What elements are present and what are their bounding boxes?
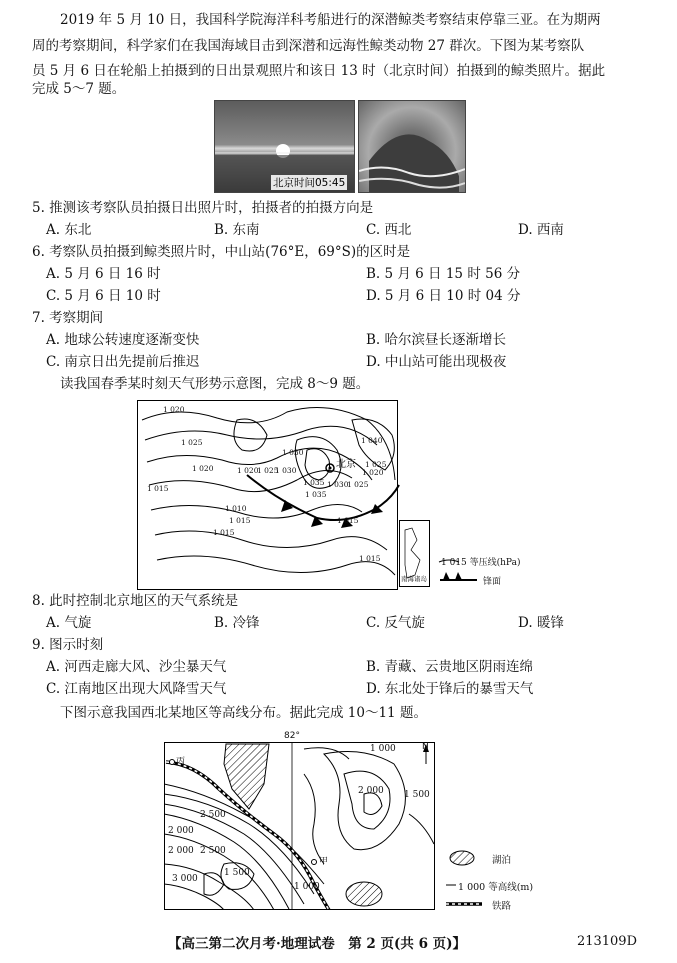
legend-railway: 铁路 — [492, 901, 512, 912]
contour-label-1: 2 000 — [358, 786, 384, 796]
q8-option-c: C. 反气旋 — [366, 615, 425, 631]
page-footer: 【高三第二次月考·地理试卷 第 2 页(共 6 页)】 — [168, 936, 467, 952]
q8-option-d: D. 暖锋 — [518, 615, 564, 631]
exam-code: 213109D — [576, 934, 637, 949]
intro-10-11: 下图示意我国西北某地区等高线分布。据此完成 10～11 题。 — [60, 705, 427, 721]
contour-label-9: 1 000 — [294, 882, 320, 892]
isobar-label-11: 1 025 — [347, 480, 369, 489]
q7-option-c: C. 南京日出先提前后推迟 — [46, 354, 200, 370]
whale-photo — [358, 100, 466, 193]
legend-isobar: 1 015 等压线(hPa) — [441, 558, 521, 568]
isobar-label-2: 1 030 — [282, 448, 304, 457]
q5-stem: 5. 推测该考察队员拍摄日出照片时，拍摄者的拍摄方向是 — [32, 200, 374, 216]
isobar-label-18: 1 015 — [337, 516, 359, 525]
contour-label-8: 1 500 — [224, 868, 250, 878]
q9-option-d: D. 东北处于锋后的暴雪天气 — [366, 681, 534, 697]
isobar-label-1: 1 025 — [181, 438, 203, 447]
intro-line-4: 完成 5～7 题。 — [32, 81, 126, 97]
q5-option-a: A. 东北 — [46, 222, 92, 238]
q7-stem: 7. 考察期间 — [32, 310, 104, 326]
label-jia: 甲 — [319, 857, 329, 867]
isobar-label-5: 1 025 — [365, 460, 387, 469]
isobar-label-13: 1 020 — [192, 464, 214, 473]
contour-label-3: 2 500 — [200, 810, 226, 820]
q8-option-b: B. 冷锋 — [214, 615, 260, 631]
contour-label-6: 2 500 — [200, 846, 226, 856]
q9-stem: 9. 图示时刻 — [32, 637, 104, 653]
q8-stem: 8. 此时控制北京地区的天气系统是 — [32, 593, 239, 609]
q6-option-b: B. 5 月 6 日 15 时 56 分 — [366, 266, 521, 282]
meridian-label: 82° — [284, 731, 300, 741]
isobar-label-7: 1 025 — [257, 466, 279, 475]
label-bing: 丙 — [176, 757, 186, 767]
isobar-label-10: 1 030 — [327, 480, 349, 489]
q5-option-b: B. 东南 — [214, 222, 260, 238]
isobar-label-9: 1 035 — [305, 490, 327, 499]
q9-option-b: B. 青藏、云贵地区阴雨连绵 — [366, 659, 534, 675]
legend-contour: 1 000 等高线(m) — [458, 882, 534, 893]
intro-8-9: 读我国春季某时刻天气形势示意图，完成 8～9 题。 — [60, 376, 370, 392]
isobar-label-8: 1 030 — [275, 466, 297, 475]
isobar-label-17: 1 015 — [213, 528, 235, 537]
isobar-label-16: 1 015 — [229, 516, 251, 525]
isobar-label-19: 1 015 — [359, 554, 381, 563]
q6-option-d: D. 5 月 6 日 10 时 04 分 — [366, 288, 521, 304]
isobar-label-3: 1 035 — [303, 478, 325, 487]
inset-label: 南海诸岛 — [401, 575, 427, 583]
contour-label-5: 2 000 — [168, 846, 194, 856]
q5-option-d: D. 西南 — [518, 222, 564, 238]
legend-front: 锋面 — [483, 577, 502, 587]
isobar-label-14: 1 015 — [147, 484, 169, 493]
q5-option-c: C. 西北 — [366, 222, 412, 238]
legend-lake: 湖泊 — [492, 855, 512, 866]
north-label: N — [422, 742, 429, 752]
q7-option-b: B. 哈尔滨昼长逐渐增长 — [366, 332, 507, 348]
contour-label-0: 1 000 — [370, 744, 396, 754]
contour-map — [164, 731, 554, 912]
isobar-label-12: 1 020 — [362, 468, 384, 477]
contour-label-4: 2 000 — [168, 826, 194, 836]
sunrise-photo — [214, 100, 355, 193]
q9-option-a: A. 河西走廊大风、沙尘暴天气 — [46, 659, 227, 675]
q9-option-c: C. 江南地区出现大风降雪天气 — [46, 681, 227, 697]
isobar-label-4: 1 040 — [361, 436, 383, 445]
q6-option-a: A. 5 月 6 日 16 时 — [46, 266, 161, 282]
beijing-label: 北京 — [336, 459, 356, 470]
intro-line-2: 周的考察期间，科学家们在我国海域目击到深潜和远海性鲸类动物 27 群次。下图为某考察队 — [32, 38, 585, 54]
q8-option-a: A. 气旋 — [46, 615, 92, 631]
q7-option-a: A. 地球公转速度逐渐变快 — [46, 332, 200, 348]
intro-line-3: 员 5 月 6 日在轮船上拍摄到的日出景观照片和该日 13 时（北京时间）拍摄到的鲸类照片。据此 — [32, 63, 606, 79]
isobar-label-15: 1 010 — [225, 504, 247, 513]
q6-stem: 6. 考察队员拍摄到鲸类照片时，中山站(76°E，69°S)的区时是 — [32, 244, 411, 260]
contour-label-7: 3 000 — [172, 874, 198, 884]
photo-time-caption: 北京时间05:45 — [273, 177, 346, 189]
q6-option-c: C. 5 月 6 日 10 时 — [46, 288, 161, 304]
isobar-label-0: 1 020 — [163, 405, 185, 414]
q7-option-d: D. 中山站可能出现极夜 — [366, 354, 507, 370]
intro-line-1: 2019 年 5 月 10 日，我国科学院海洋科考船进行的深潜鲸类考察结束停靠三亚。在为期两 — [60, 12, 601, 28]
weather-map — [137, 400, 539, 590]
isobar-label-6: 1 020 — [237, 466, 259, 475]
contour-label-2: 1 500 — [404, 790, 430, 800]
